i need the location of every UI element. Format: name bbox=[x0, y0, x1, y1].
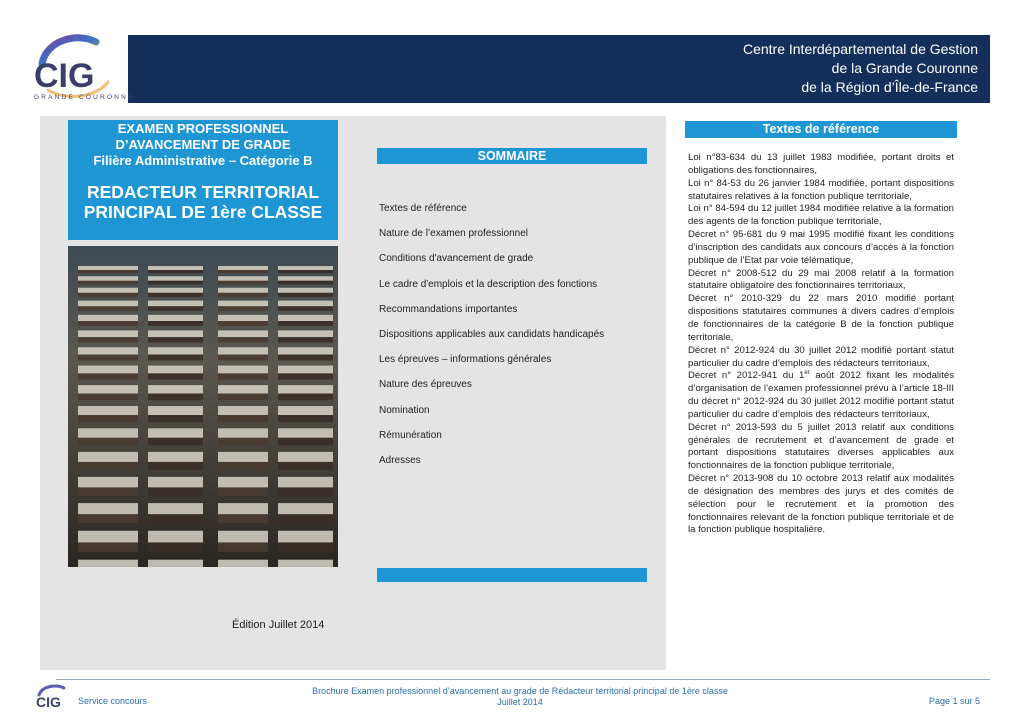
sommaire-heading: SOMMAIRE bbox=[377, 148, 647, 164]
reference-item: Décret n° 2013-593 du 5 juillet 2013 relatif aux conditions générales de recrutement et d’avancement de grade et portant dispositions statutaires diverses applicables aux fonctionnaires de la fonction publique territoriale, bbox=[688, 421, 954, 472]
toc-item[interactable]: Le cadre d'emplois et la description des fonctions bbox=[379, 278, 598, 290]
logo-text: CIG bbox=[34, 57, 95, 95]
reference-item: Loi n° 84-53 du 26 janvier 1984 modifiée, portant dispositions statutaires relatives à la fonction publique territoriale, bbox=[688, 177, 954, 202]
table-of-contents bbox=[379, 200, 604, 477]
toc-item[interactable]: Adresses bbox=[379, 454, 421, 466]
edition-date: Édition Juillet 2014 bbox=[232, 619, 325, 631]
toc-item[interactable]: Nature des épreuves bbox=[379, 379, 472, 391]
toc-item[interactable]: Rémunération bbox=[379, 429, 442, 441]
toc-item[interactable]: Dispositions applicables aux candidats handicapés bbox=[379, 328, 605, 340]
reference-item-rest: août 2012 fixant les modalités d’organisation de l’examen professionnel prévu à l’article 18-III du décret n° 2012-924 du 30 juillet 2012 modifié portant statut particulier du cadre d’emplois des rédacteurs territoriaux, bbox=[688, 370, 954, 420]
exam-line-3: Filière Administrative – Catégorie B bbox=[93, 153, 313, 168]
org-line-3: de la Région d’Île-de-France bbox=[801, 79, 978, 95]
toc-item[interactable]: Les épreuves – informations générales bbox=[379, 354, 552, 366]
reference-item: Décret n° 2012-924 du 30 juillet 2012 modifié portant statut particulier du cadre d’emplois des rédacteurs territoriaux, bbox=[688, 344, 954, 369]
reference-item-prefix: Décret n° 2012-941 du 1 bbox=[688, 370, 805, 382]
reference-item: Décret n° 2010-329 du 22 mars 2010 modifié portant dispositions statutaires communes à divers cadres d’emplois de fonctionnaires de la catégorie B de la fonction publique territoriale, bbox=[688, 293, 954, 343]
decorative-bar bbox=[377, 568, 647, 582]
footer-cig-logo bbox=[34, 683, 74, 711]
reference-item: Décret n° 2013-908 du 10 octobre 2013 relatif aux modalités de désignation des membres des jurys et des comités de sélection pour le recrutement et la promotion des fonctionnaires relevant de la fonction publique territoriale et de la fonction publique hospitalière. bbox=[688, 473, 954, 536]
reference-item bbox=[688, 370, 954, 421]
toc-item[interactable]: Nomination bbox=[379, 404, 430, 416]
toc-item[interactable]: Nature de l’examen professionnel bbox=[379, 228, 528, 240]
toc-item[interactable]: Textes de référence bbox=[379, 203, 467, 214]
reference-item: Loi n° 84-594 du 12 juillet 1984 modifiée relative à la formation des agents de la fonction publique territoriale, bbox=[688, 203, 954, 228]
references-list bbox=[688, 152, 954, 537]
logo-subtext: GRANDE COURONNE bbox=[34, 94, 135, 101]
footer-title-line-2: Juillet 2014 bbox=[497, 697, 543, 707]
grade-line-2: PRINCIPAL DE 1ère CLASSE bbox=[83, 202, 323, 222]
exam-line-1: EXAMEN PROFESSIONNEL bbox=[117, 121, 289, 136]
exam-hall-photo bbox=[68, 246, 338, 567]
reference-item: Décret n° 95-681 du 9 mai 1995 modifié fixant les conditions d’inscription des candidats aux concours d’accès à la fonction publique de l’Etat par voie télématique, bbox=[688, 229, 954, 266]
footer-service: Service concours bbox=[78, 696, 148, 706]
toc-item[interactable]: Conditions d'avancement de grade bbox=[379, 253, 534, 265]
organization-name bbox=[743, 40, 978, 97]
exam-title-box bbox=[68, 120, 338, 240]
toc-item[interactable]: Recommandations importantes bbox=[379, 303, 518, 315]
footer-title-line-1: Brochure Examen professionnel d’avancement au grade de Rédacteur territorial principal de 1ère classe bbox=[312, 686, 728, 696]
reference-item: Loi n°83-634 du 13 juillet 1983 modifiée, portant droits et obligations des fonctionnaires, bbox=[688, 152, 954, 176]
footer-document-title bbox=[260, 686, 780, 708]
org-line-2: de la Grande Couronne bbox=[831, 60, 978, 76]
exam-line-2: D’AVANCEMENT DE GRADE bbox=[115, 137, 291, 152]
page-number: Page 1 sur 5 bbox=[928, 696, 980, 706]
reference-item: Décret n° 2008-512 du 29 mai 2008 relatif à la formation statutaire obligatoire des fonctionnaires territoriaux, bbox=[688, 267, 954, 292]
footer-logo-text: CIG bbox=[36, 694, 61, 710]
grade-line-1: REDACTEUR TERRITORIAL bbox=[86, 182, 320, 202]
org-line-1: Centre Interdépartemental de Gestion bbox=[742, 41, 978, 57]
references-heading: Textes de référence bbox=[685, 121, 957, 138]
footer-divider bbox=[56, 679, 990, 680]
reference-superscript: er bbox=[804, 370, 810, 377]
